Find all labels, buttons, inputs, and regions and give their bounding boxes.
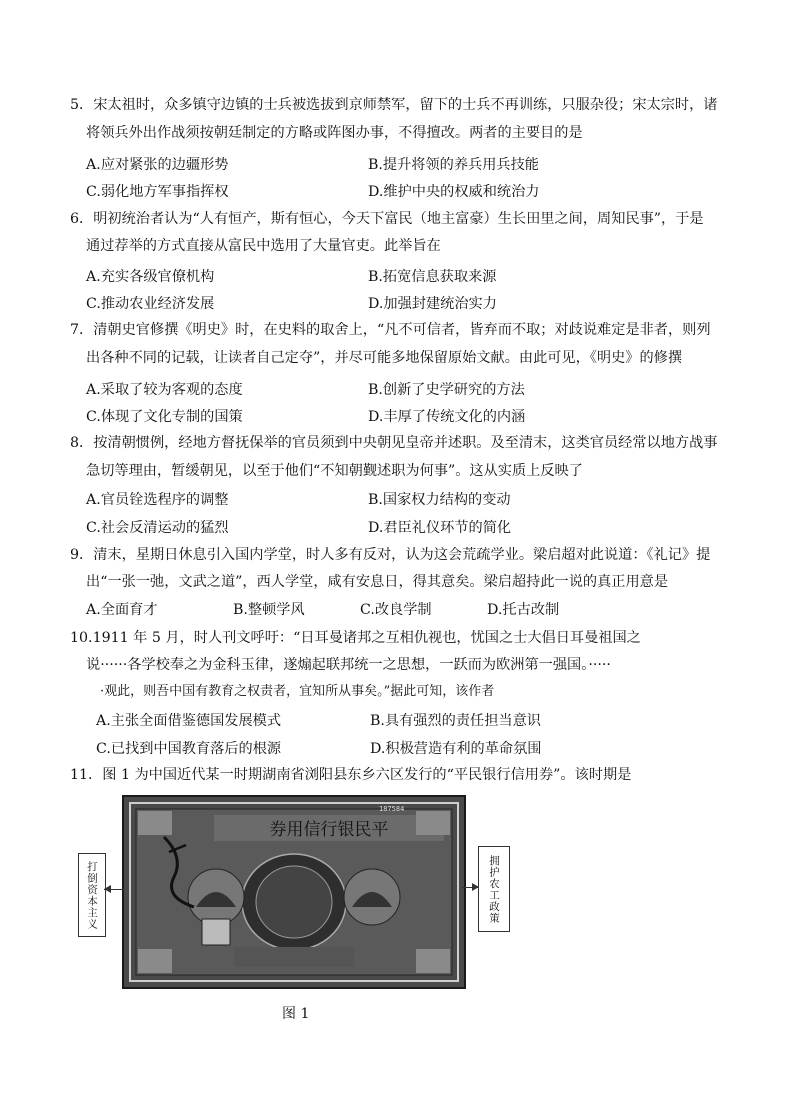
note-serial: 187584 — [379, 805, 405, 813]
q6-line-1: 6．明初统治者认为“人有恒产，斯有恒心，今天下富民（地主富豪）生长田里之间，周知民事”，于是 — [70, 211, 704, 227]
q5-line-2: 将领兵外出作战须按朝廷制定的方略或阵图办事，不得擅改。两者的主要目的是 — [86, 125, 583, 141]
q9-line-1: 9．清末，星期日休息引入国内学堂，时人多有反对，认为这会荒疏学业。梁启超对此说道：《礼记》提 — [70, 547, 711, 563]
q11-line-1: 11．图 1 为中国近代某一时期湖南省浏阳县东乡六区发行的“平民银行信用券”。该时期是 — [70, 767, 632, 783]
q7-option-b: B.创新了史学研究的方法 — [368, 382, 525, 398]
left-slogan-box — [78, 853, 106, 937]
q10-line-1: 10.1911 年 5 月，时人刊文呼吁：“日耳曼诸邦之互相仇视也，忧国之士大倡日耳曼祖国之 — [70, 630, 641, 646]
q8-option-a: A.官员铨选程序的调整 — [86, 492, 229, 508]
right-arrow-head — [472, 883, 479, 891]
right-slogan-text: 拥护农工政策 — [488, 854, 500, 924]
banknote-illustration — [124, 797, 464, 987]
right-slogan-box — [478, 846, 510, 932]
q8-line-2: 急切等理由，暂缓朝见，以至于他们“不知朝觐述职为何事”。这从实质上反映了 — [86, 463, 583, 479]
q6-option-b: B.拓宽信息获取来源 — [368, 269, 497, 285]
q7-line-2: 出各种不同的记载，让读者自己定夺”，并尽可能多地保留原始文献。由此可见，《明史》的修撰 — [86, 350, 683, 366]
q7-option-d: D.丰厚了传统文化的内涵 — [368, 409, 526, 425]
q6-option-d: D.加强封建统治实力 — [368, 296, 497, 312]
q10-line-3: ·观此，则吾中国有教育之权责者，宜知所从事矣。”据此可知，该作者 — [100, 684, 495, 699]
figure-caption: 图 1 — [282, 1006, 310, 1022]
q7-line-1: 7．清朝史官修撰《明史》时，在史料的取舍上，“凡不可信者，皆弃而不取；对歧说难定是非者，则列 — [70, 322, 711, 338]
q9-option-b: B.整顿学风 — [233, 602, 305, 618]
q5-option-b: B.提升将领的养兵用兵技能 — [368, 157, 539, 173]
q9-option-d: D.托古改制 — [487, 602, 560, 618]
q5-option-c: C.弱化地方军事指挥权 — [86, 184, 229, 200]
q10-option-c: C.已找到中国教育落后的根源 — [96, 741, 282, 757]
q5-option-a: A.应对紧张的边疆形势 — [86, 157, 229, 173]
q9-line-2: 出“一张一弛，文武之道”，西人学堂，咸有安息日，得其意矣。梁启超持此一说的真正用意是 — [86, 574, 669, 590]
q8-option-d: D.君臣礼仪环节的简化 — [368, 520, 512, 536]
q10-option-b: B.具有强烈的责任担当意识 — [370, 713, 541, 729]
q8-line-1: 8．按清朝惯例，经地方督抚保举的官员须到中央朝见皇帝并述职。及至清末，这类官员经常以地方战事 — [70, 435, 718, 451]
left-slogan-text: 打倒资本主义 — [86, 860, 98, 930]
q9-option-a: A.全面育才 — [86, 602, 158, 618]
q6-line-2: 通过荐举的方式直接从富民中选用了大量官吏。此举旨在 — [86, 238, 441, 254]
q8-option-b: B.国家权力结构的变动 — [368, 492, 511, 508]
q9-option-c: C.改良学制 — [360, 602, 432, 618]
q6-option-a: A.充实各级官僚机构 — [86, 269, 215, 285]
q5-line-1: 5．宋太祖时，众多镇守边镇的士兵被选拔到京师禁军，留下的士兵不再训练，只服杂役；宋太宗时，诸 — [70, 97, 718, 113]
q7-option-a: A.采取了较为客观的态度 — [86, 382, 243, 398]
note-title-text: 券用信行银民平 — [269, 820, 389, 840]
q5-option-d: D.维护中央的权威和统治力 — [368, 184, 540, 200]
q10-option-d: D.积极营造有利的革命氛围 — [370, 741, 542, 757]
banknote-image — [122, 795, 466, 989]
q6-option-c: C.推动农业经济发展 — [86, 296, 215, 312]
q7-option-c: C.体现了文化专制的国策 — [86, 409, 243, 425]
q10-line-2: 说······各学校奉之为金科玉律，遂煽起联邦统一之思想，一跃而为欧洲第一强国。····· — [86, 657, 611, 673]
q10-option-a: A.主张全面借鉴德国发展模式 — [96, 713, 282, 729]
q8-option-c: C.社会反清运动的猛烈 — [86, 520, 229, 536]
left-arrow-head — [104, 885, 111, 893]
